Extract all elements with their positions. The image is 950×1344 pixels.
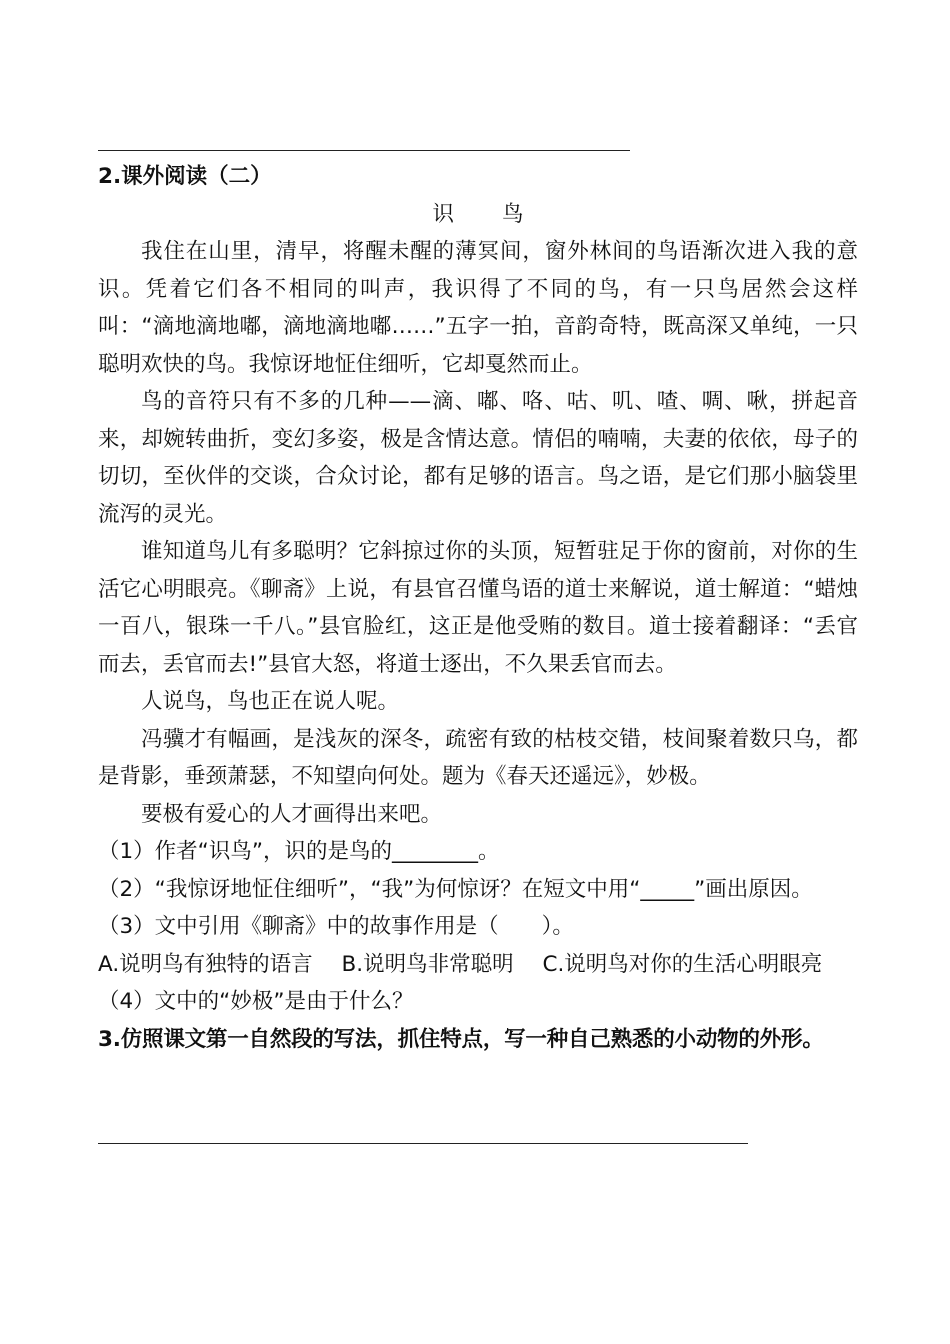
section-heading-reading: 2.课外阅读（二） (98, 164, 272, 189)
paragraph-3: 谁知道鸟儿有多聪明？它斜掠过你的头顶，短暂驻足于你的窗前，对你的生活它心明眼亮。《聊斋》上说，有县官召懂鸟语的道士来解说，道士解道：“蜡烛一百八，银珠一千八。”县官脸红，这正是他受贿的数目。道士接着翻译：“丢官而去，丢官而去!”县官大怒，将道士逐出，不久果丢官而去。 (98, 539, 858, 677)
paragraph-6: 要极有爱心的人才画得出来吧。 (141, 801, 443, 827)
question-2: （2）“我惊讶地怔住细听”，“我”为何惊讶？在短文中用“_____”画出原因。 (98, 876, 813, 902)
question-3: （3）文中引用《聊斋》中的故事作用是（ ）。 (98, 914, 574, 939)
answer-blank-line-bottom[interactable] (98, 1143, 748, 1144)
option-b[interactable]: B.说明鸟非常聪明 (341, 951, 514, 977)
option-a[interactable]: A.说明鸟有独特的语言 (98, 951, 313, 977)
question-4: （4）文中的“妙极”是由于什么？ (98, 989, 414, 1014)
article-title (98, 196, 858, 234)
question-1: （1）作者“识鸟”，识的是鸟的________。 (98, 839, 500, 864)
paragraph-1: 我住在山里，清早，将醒未醒的薄冥间，窗外林间的鸟语渐次进入我的意识。凭着它们各不相同的叫声，我识得了不同的鸟，有一只鸟居然会这样叫：“滴地滴地嘟，滴地滴地嘟……”五字一拍，音韵奇特，既高深又单纯，一只聪明欢快的鸟。我惊讶地怔住细听，它却戛然而止。 (98, 239, 858, 377)
paragraph-2: 鸟的音符只有不多的几种——滴、嘟、咯、咕、叽、喳、啁、啾，拼起音来，却婉转曲折，变幻多姿，极是含情达意。情侣的喃喃，夫妻的依依，母子的切切，至伙伴的交谈，合众讨论，都有足够的语言。鸟之语，是它们那小脑袋里流泻的灵光。 (98, 389, 858, 527)
option-c[interactable]: C.说明鸟对你的生活心明眼亮 (542, 951, 823, 977)
worksheet-content (98, 158, 858, 1058)
article-title-char-1: 识 (432, 201, 454, 227)
answer-blank-line-top[interactable] (98, 150, 630, 151)
question-3-options (98, 946, 858, 984)
article-title-char-2: 鸟 (502, 201, 524, 227)
paragraph-5: 冯骥才有幅画，是浅灰的深冬，疏密有致的枯枝交错，枝间聚着数只乌，都是背影，垂颈萧瑟，不知望向何处。题为《春天还遥远》，妙极。 (98, 726, 858, 789)
writing-task: 3.仿照课文第一自然段的写法，抓住特点，写一种自己熟悉的小动物的外形。 (98, 1026, 824, 1052)
paragraph-4: 人说鸟，鸟也正在说人呢。 (141, 689, 400, 714)
